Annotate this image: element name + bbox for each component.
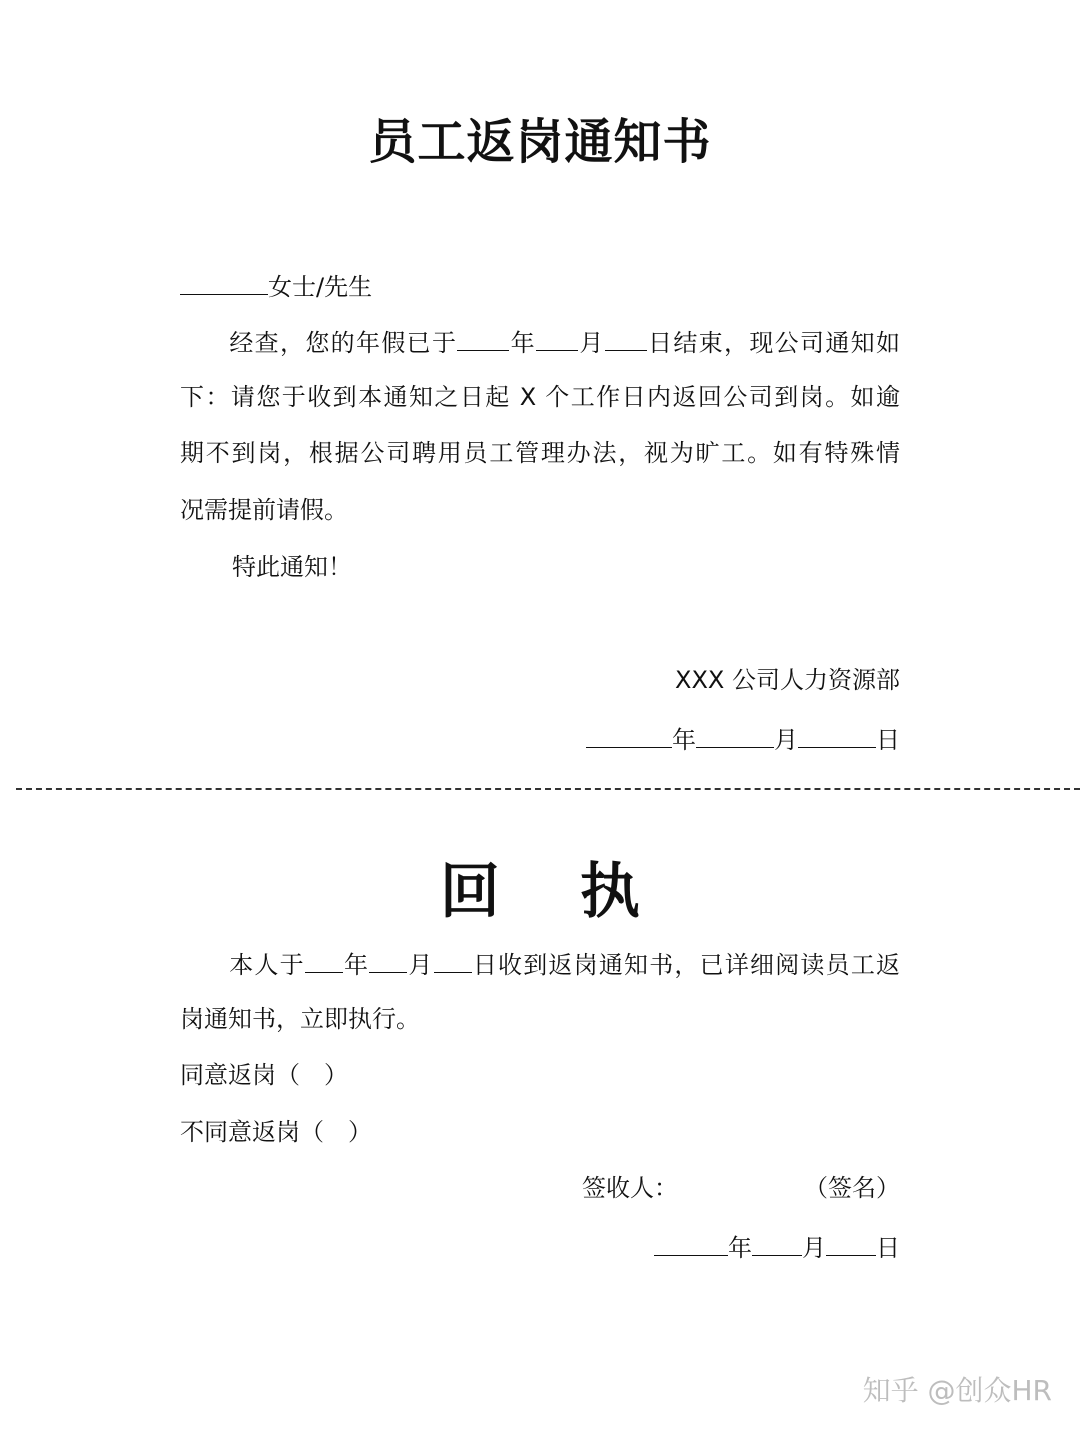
receipt-line1-year: 年 [342,951,370,979]
receipt-body-line-2: 岗通知书，立即执行。 [180,1005,420,1033]
month-blank [536,328,578,351]
receipt-month-blank [369,950,407,973]
receipt-title-char-2: 执 [580,857,640,927]
notice-year-blank [586,725,672,748]
receipt-date-month-blank [752,1233,802,1256]
notice-body-line-3: 期不到岗，根据公司聘用员工管理办法，视为旷工。如有特殊情 [180,439,900,467]
receipt-date [654,1233,900,1260]
salutation-line [180,272,372,299]
notice-date-day: 日 [876,726,900,754]
notice-day-blank [798,725,876,748]
notice-date-month: 月 [774,726,798,754]
cut-line-divider [16,788,1080,790]
body-line1-text-a: 经查，您的年假已于 [228,329,458,357]
salutation-text: 女士/先生 [268,273,373,301]
year-blank [457,328,509,351]
agree-option: 同意返岗（ ） [180,1061,348,1089]
notice-closing: 特此通知！ [232,553,352,581]
watermark: 知乎 @创众HR [862,1374,1052,1407]
notice-date [586,725,900,752]
notice-body-line-2: 下：请您于收到本通知之日起 X 个工作日内返回公司到岗。如逾 [180,383,900,411]
receipt-body-line-1 [180,950,900,977]
signer-label: 签收人： [582,1174,678,1202]
receipt-date-year: 年 [728,1234,752,1262]
receipt-line1-text-b: 日收到返岗通知书，已详细阅读员工返 [471,951,901,979]
notice-date-year: 年 [672,726,696,754]
notice-body-line-1 [180,328,900,355]
receipt-line1-month: 月 [407,951,434,979]
notice-body-line-4: 况需提前请假。 [180,496,348,524]
body-line1-text-b: 日结束，现公司通知如 [646,329,901,357]
receipt-date-day: 日 [876,1234,900,1262]
receipt-title [0,857,1080,927]
day-blank [605,328,647,351]
receipt-date-year-blank [654,1233,728,1256]
body-line1-year: 年 [509,329,537,357]
name-blank [180,272,268,295]
body-line1-month: 月 [578,329,605,357]
signer-hint: （签名） [804,1174,900,1202]
receipt-title-char-1: 回 [440,857,500,927]
receipt-date-day-blank [826,1233,876,1256]
notice-signature: XXX 公司人力资源部 [675,666,900,694]
receipt-day-blank [434,950,472,973]
receipt-line1-text-a: 本人于 [228,951,305,979]
notice-month-blank [696,725,774,748]
disagree-option: 不同意返岗（ ） [180,1118,372,1146]
receipt-date-month: 月 [802,1234,826,1262]
notice-title: 员工返岗通知书 [368,114,712,170]
receipt-year-blank [305,950,343,973]
